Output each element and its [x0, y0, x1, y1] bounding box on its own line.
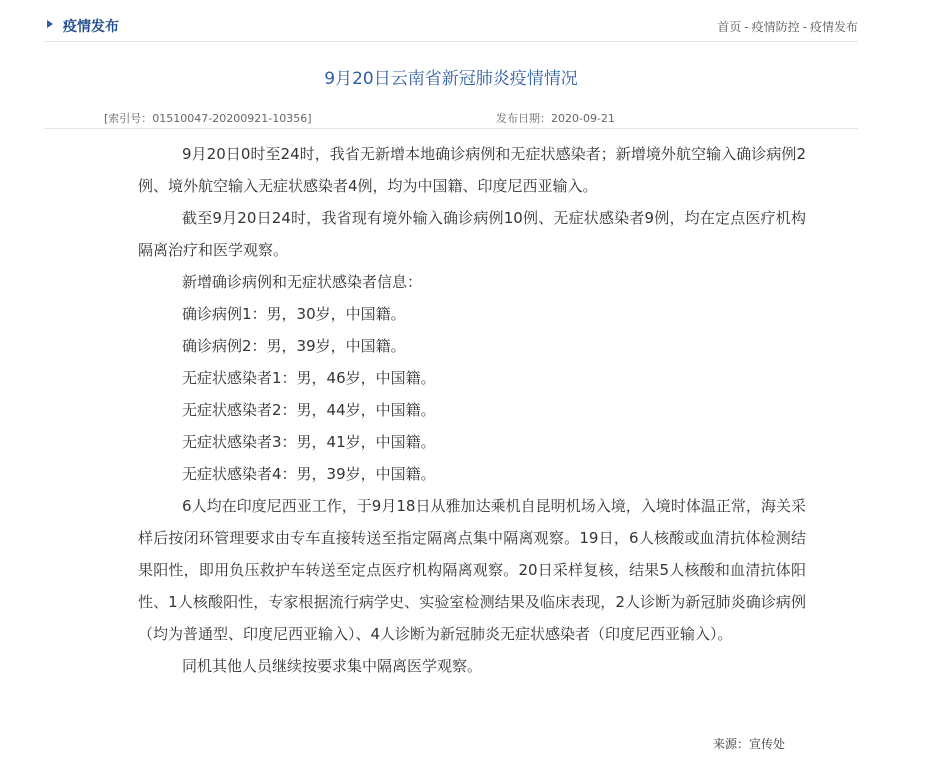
breadcrumb-separator: -	[802, 20, 807, 34]
paragraph: 无症状感染者2：男，44岁，中国籍。	[182, 401, 436, 419]
paragraph: 9月20日0时至24时，我省无新增本地确诊病例和无症状感染者；新增境外航空输入确诊病例2例、境外航空输入无症状感染者4例，均为中国籍、印度尼西亚输入。	[138, 145, 806, 195]
paragraph: 同机其他人员继续按要求集中隔离医学观察。	[182, 657, 483, 675]
breadcrumb	[717, 18, 858, 35]
source-label: 来源：	[713, 737, 750, 751]
paragraph: 确诊病例1：男，30岁，中国籍。	[182, 305, 406, 323]
breadcrumb-home[interactable]: 首页	[717, 20, 742, 34]
paragraph: 新增确诊病例和无症状感染者信息：	[182, 273, 423, 291]
index-number: [索引号：01510047-20200921-10356]	[104, 112, 312, 125]
paragraph: 无症状感染者1：男，46岁，中国籍。	[182, 369, 436, 387]
triangle-right-icon	[47, 20, 53, 28]
article-meta	[44, 104, 858, 129]
paragraph: 无症状感染者3：男，41岁，中国籍。	[182, 433, 436, 451]
header-bar	[44, 11, 858, 42]
paragraph: 无症状感染者4：男，39岁，中国籍。	[182, 465, 436, 483]
article-body	[138, 138, 806, 682]
breadcrumb-epidemic-release[interactable]: 疫情发布	[809, 20, 858, 34]
paragraph: 6人均在印度尼西亚工作，于9月18日从雅加达乘机自昆明机场入境，入境时体温正常，海关采样后按闭环管理要求由专车直接转送至指定隔离点集中隔离观察。19日，6人核酸或血清抗体检测结果阳性，即用负压救护车转送至定点医疗机构隔离观察。20日采样复核，结果5人核酸和血清抗体阳性、1人核酸阳性，专家根据流行病学史、实验室检测结果及临床表现，2人诊断为新冠肺炎确诊病例（均为普通型、印度尼西亚输入）、4人诊断为新冠肺炎无症状感染者（印度尼西亚输入）。	[138, 497, 806, 643]
paragraph: 确诊病例2：男，39岁，中国籍。	[182, 337, 406, 355]
article-title: 9月20日云南省新冠肺炎疫情情况	[324, 69, 578, 89]
source-value: 宣传处	[749, 737, 786, 751]
section-title[interactable]: 疫情发布	[63, 19, 119, 35]
publish-date: 发布日期：2020-09-21	[496, 112, 615, 125]
article-page	[44, 0, 858, 758]
breadcrumb-epidemic-control[interactable]: 疫情防控	[751, 20, 800, 34]
article-source	[713, 735, 785, 752]
breadcrumb-separator: -	[744, 20, 749, 34]
paragraph: 截至9月20日24时，我省现有境外输入确诊病例10例、无症状感染者9例，均在定点医疗机构隔离治疗和医学观察。	[138, 209, 806, 259]
